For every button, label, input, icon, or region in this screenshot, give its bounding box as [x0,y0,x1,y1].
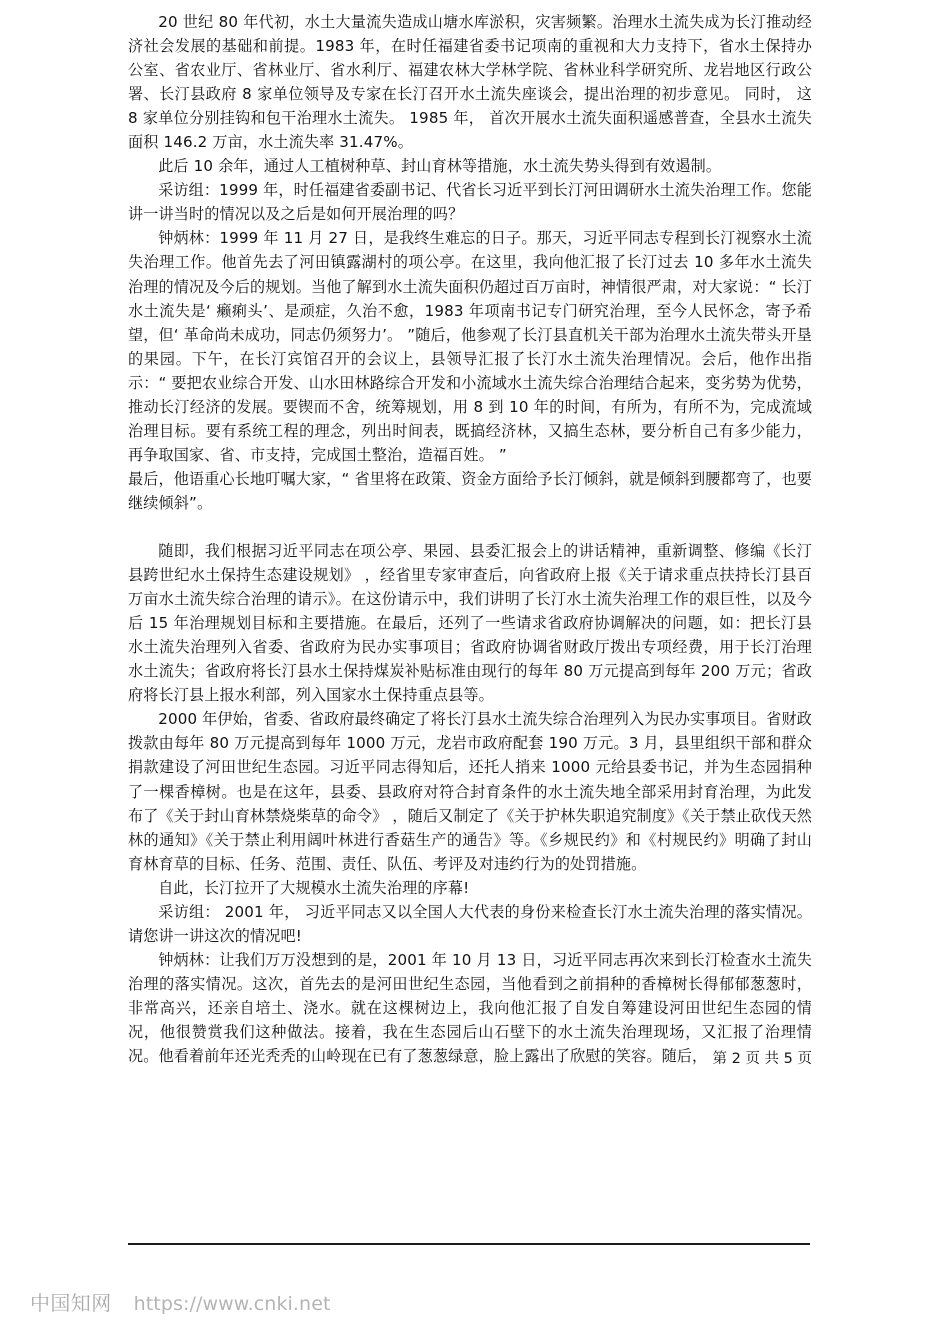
paragraph: 随即，我们根据习近平同志在项公亭、果园、县委汇报会上的讲话精神，重新调整、修编《长汀县跨世纪水土保持生态建设规划》 ，经省里专家审查后，向省政府上报《关于请求重点扶持长汀县百万亩水土流失综合治理的请示》。在这份请示中，我们讲明了长汀水土流失治理工作的艰巨性，以及今后 15 年治理规划目标和主要措施。在最后，还列了一些请求省政府协调解决的问题，如：把长汀县水土流失治理列入省委、省政府为民办实事项目；省政府协调省财政厅拨出专项经费，用于长汀治理水土流失；省政府将长汀县水土保持煤炭补贴标准由现行的每年 80 万元提高到每年 200 万元；省政府将长汀县上报水利部，列入国家水土保持重点县等。 [128,542,812,705]
paragraph-spacer [128,515,812,539]
paragraph: 20 世纪 80 年代初，水土大量流失造成山塘水库淤积，灾害频繁。治理水土流失成为长汀推动经济社会发展的基础和前提。1983 年，在时任福建省委书记项南的重视和大力支持下，省水土保持办公室、省农业厅、省林业厅、省水利厅、福建农林大学林学院、省林业科学研究所、龙岩地区行政公署、长汀县政府 8 家单位领导及专家在长汀召开水土流失座谈会，提出治理的初步意见。 同时， 这 8 家单位分别挂钩和包干治理水土流失。 1985 年， 首次开展水土流失面积遥感普查，全县水土流失面积 146.2 万亩，水土流失率 31.47%。 [128,13,812,152]
paragraph: 最后，他语重心长地叮嘱大家，“ 省里将在政策、资金方面给予长汀倾斜，就是倾斜到腰都弯了，也要继续倾斜”。 [128,469,812,512]
document-text-body [128,10,812,1068]
cnki-brand-label: 中国知网 [30,1291,112,1315]
paragraph: 钟炳林：1999 年 11 月 27 日，是我终生难忘的日子。那天，习近平同志专程到长汀视察水土流失治理工作。他首先去了河田镇露湖村的项公亭。在这里，我向他汇报了长汀过去 10 多年水土流失治理的情况及今后的规划。当他了解到水土流失面积仍超过百万亩时，神情很严肃，对大家说：“ 长汀水土流失是‘ 癞痢头’、是顽症，久治不愈，1983 年项南书记专门研究治理，至今人民怀念，寄予希望，但‘ 革命尚未成功，同志仍须努力’。 ”随后，他参观了长汀县直机关干部为治理水土流失带头开垦的果园。下午，在长汀宾馆召开的会议上，县领导汇报了长汀水土流失治理情况。会后，他作出指示：“ 要把农业综合开发、山水田林路综合开发和小流域水土流失综合治理结合起来，变劣势为优势，推动长汀经济的发展。要锲而不舍，统筹规划，用 8 到 10 年的时间，有所为，有所不为，完成流域治理目标。要有系统工程的理念，列出时间表，既搞经济林，又搞生态林，要分析自己有多少能力，再争取国家、省、市支持，完成国土整治，造福百姓。 ” [128,229,812,464]
page-number-row [128,1048,814,1070]
paragraph: 采访组： 2001 年， 习近平同志又以全国人大代表的身份来检查长汀水土流失治理的落实情况。请您讲一讲这次的情况吧! [128,902,812,945]
cnki-watermark [30,1290,331,1317]
paragraph: 2000 年伊始，省委、省政府最终确定了将长汀县水土流失综合治理列入为民办实事项目。省财政拨款由每年 80 万元提高到每年 1000 万元，龙岩市政府配套 190 万元。3 月，县里组织干部和群众捐款建设了河田世纪生态园。习近平同志得知后，还托人捎来 1000 元给县委书记，并为生态园捐种了一棵香樟树。也是在这年，县委、县政府对符合封育条件的水土流失地全部采用封育治理，为此发布了《关于封山育林禁烧柴草的命令》 ，随后又制定了《关于护林失职追究制度》《关于禁止砍伐天然林的通知》《关于禁止利用阔叶林进行香菇生产的通告》等。《乡规民约》和《村规民约》明确了封山育林育草的目标、任务、范围、责任、队伍、考评及对违约行为的处罚措施。 [128,710,812,873]
paragraph: 采访组：1999 年，时任福建省委副书记、代省长习近平到长汀河田调研水土流失治理工作。您能讲一讲当时的情况以及之后是如何开展治理的吗？ [128,181,812,224]
paragraph: 自此，长汀拉开了大规模水土流失治理的序幕! [158,878,470,897]
footer-divider [128,1243,810,1245]
cnki-url-label[interactable]: https://www.cnki.net [133,1293,331,1315]
paragraph: 钟炳林：让我们万万没想到的是，2001 年 10 月 13 日，习近平同志再次来到长汀检查水土流失治理的落实情况。这次，首先去的是河田世纪生态园，当他看到之前捐种的香樟树长得郁郁葱葱时，非常高兴，还亲自培土、浇水。就在这棵树边上，我向他汇报了自发自筹建设河田世纪生态园的情况，他很赞赏我们这种做法。接着，我在生态园后山石壁下的水土流失治理现场，又汇报了治理情况。他看着前年还光秃秃的山岭现在已有了葱葱绿意，脸上露出了欣慰的笑容。随后， [128,950,812,1066]
page-number-label: 第 2 页 共 5 页 [712,1051,812,1067]
paragraph: 此后 10 余年，通过人工植树种草、封山育林等措施，水土流失势头得到有效遏制。 [158,157,722,176]
